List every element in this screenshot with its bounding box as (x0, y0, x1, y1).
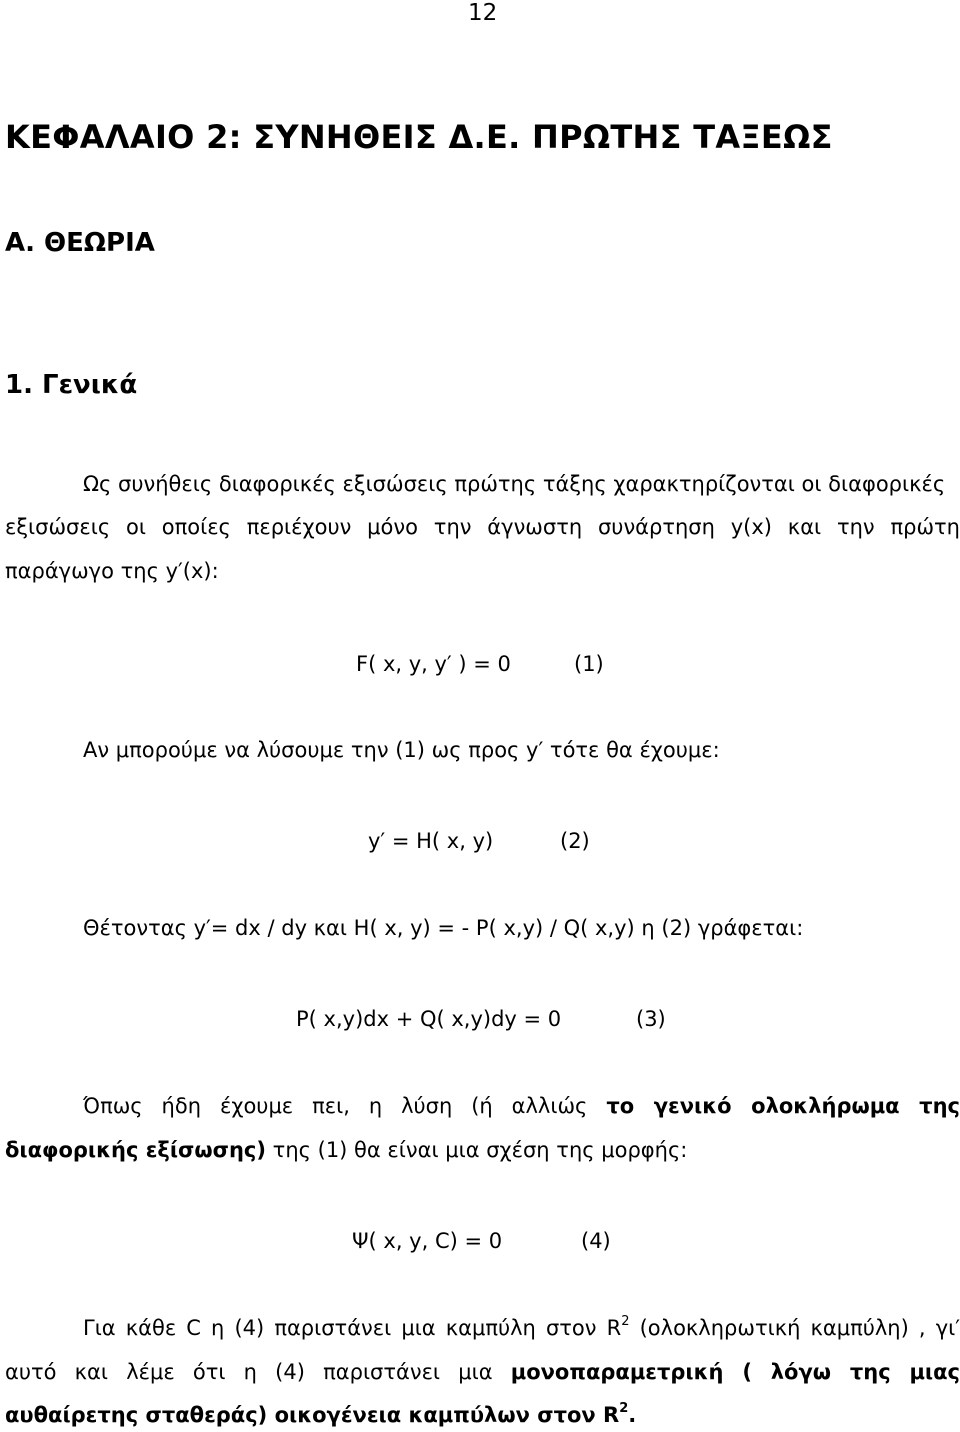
paragraph-5-line-1 (83, 1314, 960, 1342)
paragraph-5-line-3 (5, 1401, 637, 1429)
section-title: Α. ΘΕΩΡΙΑ (5, 228, 155, 258)
superscript: 2 (621, 1314, 630, 1329)
paragraph-5-line-2-text: αυτό και λέμε ότι η (4) παριστάνει μια (5, 1360, 493, 1384)
subsection-title: 1. Γενικά (5, 370, 138, 400)
paragraph-4-emphasis-cont: διαφορικής εξίσωσης) (5, 1138, 266, 1162)
equation-3: P( x,y)dx + Q( x,y)dy = 0 (296, 1007, 562, 1031)
paragraph-4-line-1-text: Όπως ήδη έχουμε πει, η λύση (ή αλλιώς (83, 1094, 588, 1118)
equation-2: y′ = H( x, y) (368, 829, 494, 853)
paragraph-5-line-3-end: . (628, 1403, 637, 1427)
paragraph-4-line-2-text: της (1) θα είναι μια σχέση της μορφής: (272, 1138, 688, 1162)
paragraph-5-line-3-text: αυθαίρετης σταθεράς) οικογένεια καμπύλων στον R (5, 1403, 620, 1427)
equation-4: Ψ( x, y, C) = 0 (352, 1229, 503, 1253)
paragraph-2: Αν μπορούμε να λύσουμε την (1) ως προς y′ τότε θα έχουμε: (83, 738, 720, 762)
paragraph-3: Θέτοντας y′= dx / dy και H( x, y) = - P( x,y) / Q( x,y) η (2) γράφεται: (83, 916, 804, 940)
page-number: 12 (468, 0, 498, 26)
paragraph-1-line-1: Ως συνήθεις διαφορικές εξισώσεις πρώτης τάξης χαρακτηρίζονται οι διαφορικές (83, 472, 946, 496)
paragraph-4-line-2 (5, 1140, 687, 1161)
paragraph-5-line-1-a: Για κάθε C η (4) παριστάνει μια καμπύλη στον R (83, 1316, 622, 1340)
paragraph-5-line-1-b: (ολοκληρωτική καμπύλη) , γι′ (639, 1316, 960, 1340)
paragraph-5-line-1-text (83, 1316, 630, 1340)
equation-1: F( x, y, y′ ) = 0 (356, 652, 511, 676)
paragraph-4-line-1 (83, 1096, 960, 1117)
paragraph-5-emphasis: μονοπαραμετρική ( λόγω της μιας (510, 1360, 960, 1384)
superscript: 2 (619, 1401, 629, 1416)
paragraph-4-emphasis: το γενικό ολοκλήρωμα της (606, 1094, 960, 1118)
equation-4-number: (4) (581, 1229, 611, 1253)
chapter-title: ΚΕΦΑΛΑΙΟ 2: ΣΥΝΗΘΕΙΣ Δ.Ε. ΠΡΩΤΗΣ ΤΑΞΕΩΣ (5, 118, 833, 156)
equation-1-number: (1) (574, 652, 604, 676)
paragraph-1-line-3: παράγωγο της y′(x): (5, 559, 219, 583)
paragraph-5-line-2 (5, 1362, 960, 1383)
equation-3-number: (3) (636, 1007, 666, 1031)
equation-2-number: (2) (560, 829, 590, 853)
paragraph-1-line-2: εξισώσεις οι οποίες περιέχουν μόνο την άγνωστη συνάρτηση y(x) και την πρώτη (5, 515, 960, 539)
